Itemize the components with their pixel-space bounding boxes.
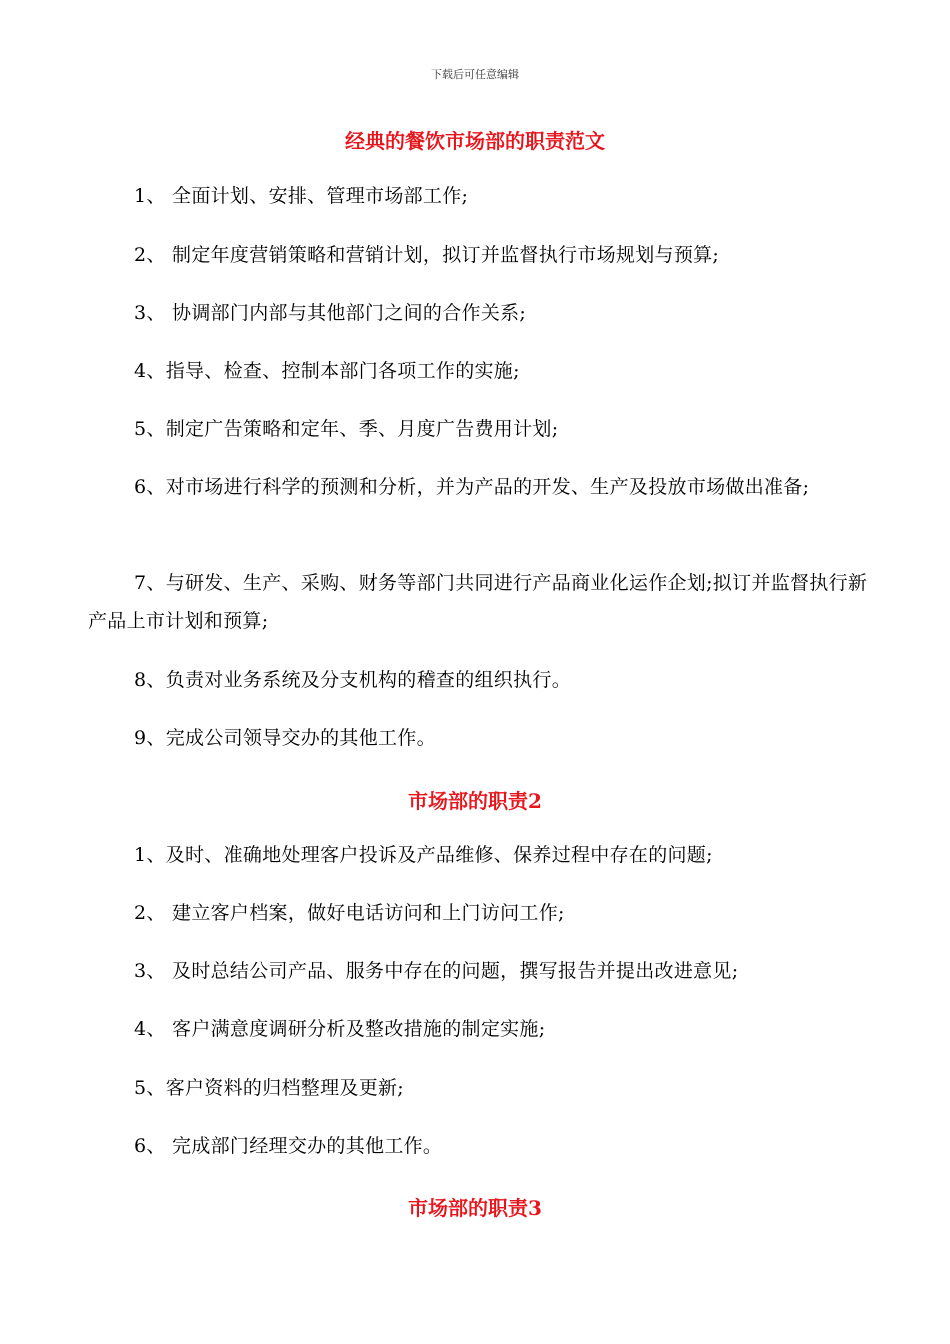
list-item: 3、 协调部门内部与其他部门之间的合作关系; [134,302,527,324]
list-item: 5、制定广告策略和定年、季、月度广告费用计划; [134,418,559,440]
list-item: 4、 客户满意度调研分析及整改措施的制定实施; [134,1018,546,1040]
section-title: 市场部的职责3 [408,1196,542,1220]
list-item: 2、 建立客户档案，做好电话访问和上门访问工作; [134,902,565,924]
section-title: 市场部的职责2 [408,789,542,813]
list-item: 6、对市场进行科学的预测和分析，并为产品的开发、生产及投放市场做出准备; [134,476,810,498]
list-item: 1、及时、准确地处理客户投诉及产品维修、保养过程中存在的问题; [134,844,713,866]
list-item: 2、 制定年度营销策略和营销计划，拟订并监督执行市场规划与预算; [134,244,720,266]
section-title: 经典的餐饮市场部的职责范文 [345,129,605,153]
list-item: 8、负责对业务系统及分支机构的稽查的组织执行。 [134,669,571,691]
list-item: 7、与研发、生产、采购、财务等部门共同进行产品商业化运作企划;拟订并监督执行新产品上市计划和预算; [88,572,868,632]
list-item: 5、客户资料的归档整理及更新; [134,1077,404,1099]
list-item: 3、 及时总结公司产品、服务中存在的问题，撰写报告并提出改进意见; [134,960,739,982]
list-item: 9、完成公司领导交办的其他工作。 [134,727,436,749]
list-item: 1、 全面计划、安排、管理市场部工作; [134,185,469,207]
list-item: 6、 完成部门经理交办的其他工作。 [134,1135,443,1157]
list-item: 4、指导、检查、控制本部门各项工作的实施; [134,360,520,382]
header-note: 下载后可任意编辑 [431,68,519,81]
